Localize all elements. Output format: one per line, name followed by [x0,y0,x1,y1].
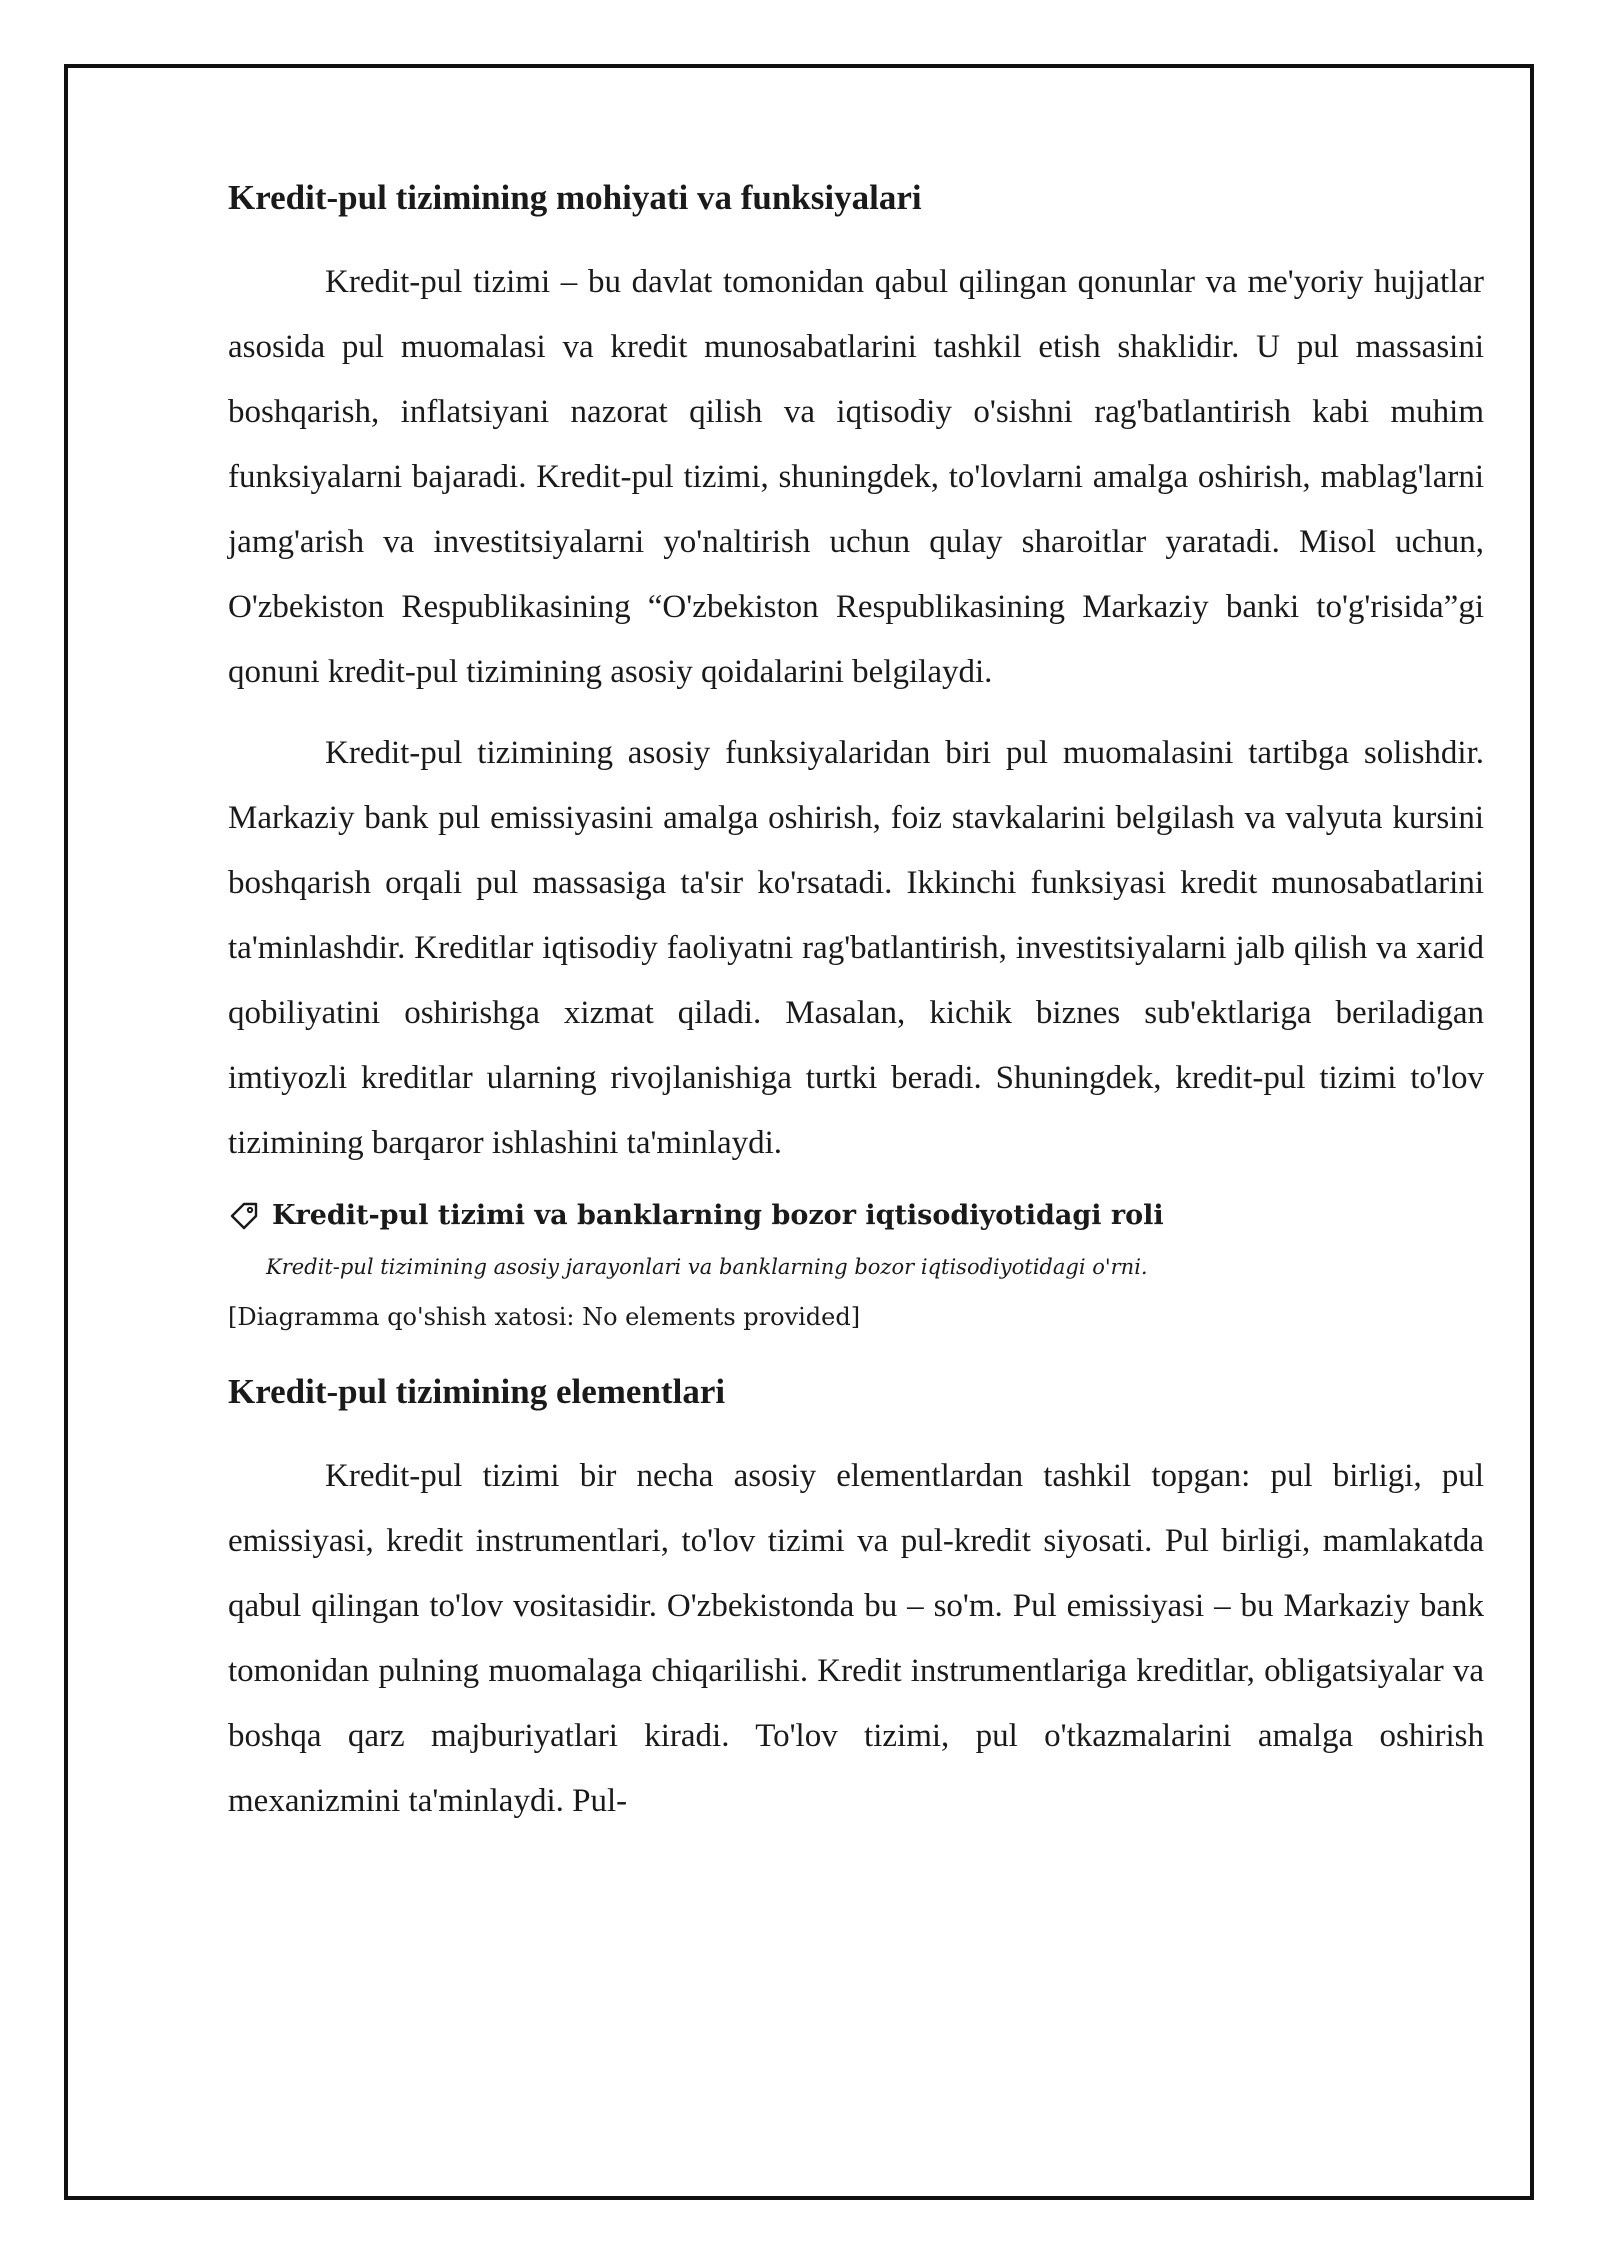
paragraph: Kredit-pul tizimining asosiy funksiyalaridan biri pul muomalasini tartibga solishdir. Markaziy bank pul emissiyasini amalga oshirish, foiz stavkalarini belgilash va valyuta kursini boshqarish orqali pul massasiga ta'sir ko'rsatadi. Ikkinchi funksiyasi kredit munosabatlarini ta'minlashdir. Kreditlar iqtisodiy faoliyatni rag'batlantirish, investitsiyalarni jalb qilish va xarid qobiliyatini oshirishga xizmat qiladi. Masalan, kichik biznes sub'ektlariga beriladigan imtiyozli kreditlar ularning rivojlanishiga turtki beradi. Shuningdek, kredit-pul tizimi to'lov tizimining barqaror ishlashini ta'minlaydi. [228,735,1484,1161]
diagram-error-message: [Diagramma qo'shish xatosi: No elements provided] [228,1303,861,1331]
diagram-block [228,1192,1484,1342]
tag-icon [228,1200,260,1232]
paragraph: Kredit-pul tizimi – bu davlat tomonidan qabul qilingan qonunlar va me'yoriy hujjatlar asosida pul muomalasi va kredit munosabatlarini tashkil etish shaklidir. U pul massasini boshqarish, inflatsiyani nazorat qilish va iqtisodiy o'sishni rag'batlantirish kabi muhim funksiyalarni bajaradi. Kredit-pul tizimi, shuningdek, to'lovlarni amalga oshirish, mablag'larni jamg'arish va investitsiyalarni yo'naltirish uchun qulay sharoitlar yaratadi. Misol uchun, O'zbekiston Respublikasining “O'zbekiston Respublikasining Markaziy banki to'g'risida”gi qonuni kredit-pul tizimining asosiy qoidalarini belgilaydi. [228,264,1484,690]
diagram-title-text: Kredit-pul tizimi va banklarning bozor iqtisodiyotidagi roli [272,1200,1164,1231]
paragraph: Kredit-pul tizimi bir necha asosiy elementlardan tashkil topgan: pul birligi, pul emissiyasi, kredit instrumentlari, to'lov tizimi va pul-kredit siyosati. Pul birligi, mamlakatda qabul qilingan to'lov vositasidir. O'zbekistonda bu – so'm. Pul emissiyasi – bu Markaziy bank tomonidan pulning muomalaga chiqarilishi. Kredit instrumentlariga kreditlar, obligatsiyalar va boshqa qarz majburiyatlari kiradi. To'lov tizimi, pul o'tkazmalarini amalga oshirish mexanizmini ta'minlaydi. Pul- [228,1458,1484,1819]
section-title: Kredit-pul tizimining elementlari [228,1372,726,1411]
document-body [228,170,1484,1850]
diagram-title [228,1192,1484,1240]
diagram-caption: Kredit-pul tizimining asosiy jarayonlari va banklarning bozor iqtisodiyotidagi o'rni. [266,1255,1148,1279]
section-title: Kredit-pul tizimining mohiyati va funksiyalari [228,178,922,217]
